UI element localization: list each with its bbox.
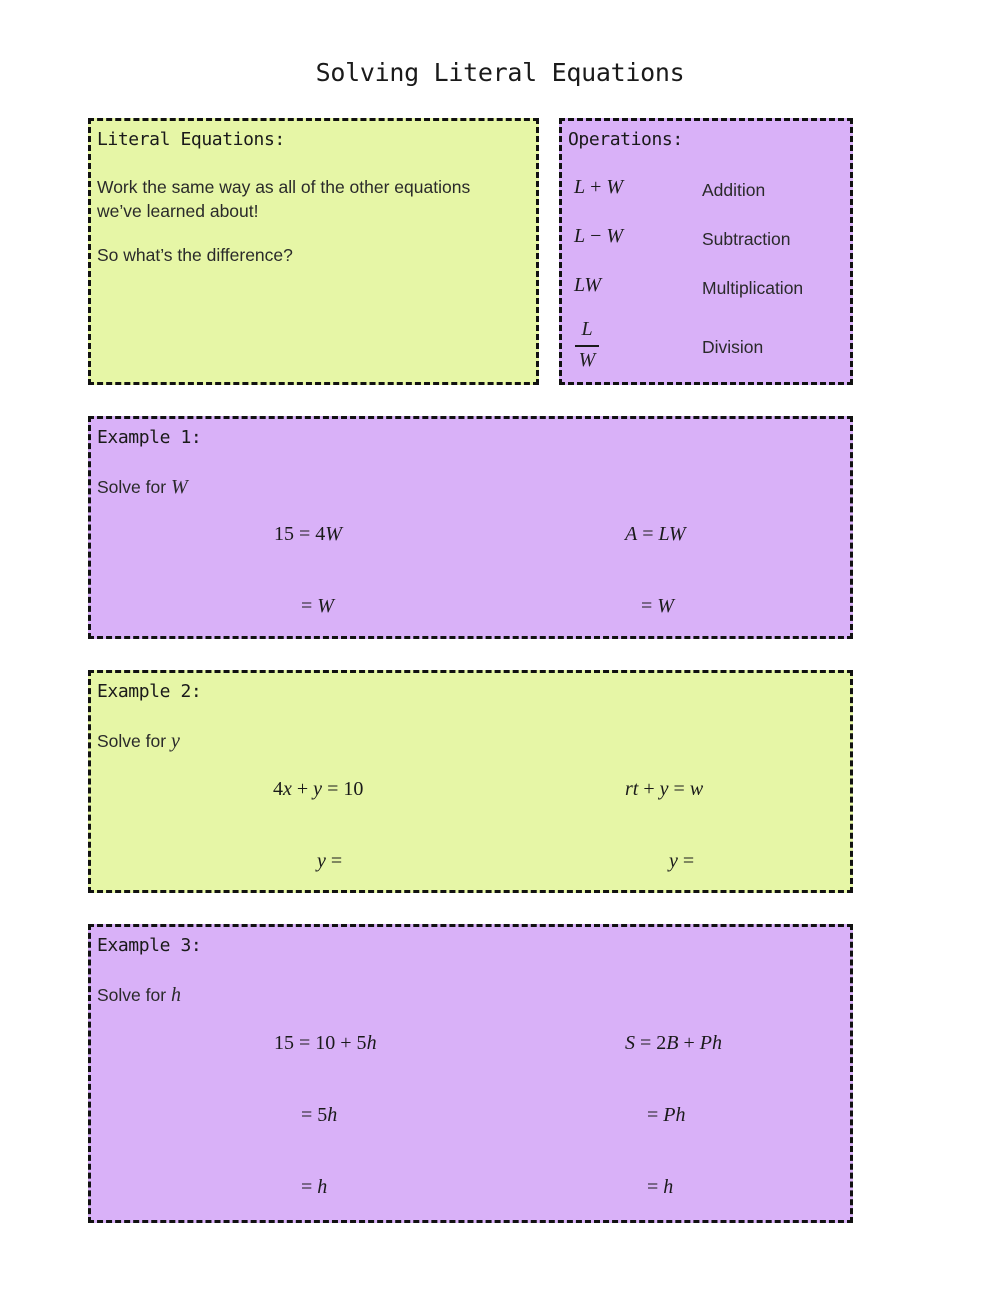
example-3-right-equation: S = 2B + Ph xyxy=(625,1032,722,1054)
example-2-heading: Example 2: xyxy=(97,681,202,702)
division-label: Division xyxy=(702,337,764,357)
addition-expression: L + W xyxy=(574,176,624,198)
example-3-left-step-2: = h xyxy=(301,1176,328,1198)
example-1-right-step-1: = W xyxy=(641,595,674,617)
intro-line-2: we’ve learned about! xyxy=(97,201,259,221)
example-1-left-step-1: = W xyxy=(301,595,334,617)
intro-box xyxy=(88,118,539,385)
example-1-heading: Example 1: xyxy=(97,427,202,448)
example-1-box xyxy=(88,416,853,639)
addition-label: Addition xyxy=(702,180,766,200)
example-3-box xyxy=(88,924,853,1223)
page-title: Solving Literal Equations xyxy=(315,58,685,87)
example-1-left-equation: 15 = 4W xyxy=(274,523,342,545)
example-2-left-step-1: y = xyxy=(317,850,343,872)
operations-box xyxy=(559,118,853,385)
example-3-left-step-1: = 5h xyxy=(301,1104,338,1126)
division-numerator: L xyxy=(581,318,593,340)
subtraction-label: Subtraction xyxy=(702,229,791,249)
example-1-right-equation: A = LW xyxy=(625,523,686,545)
multiplication-label: Multiplication xyxy=(702,278,804,298)
example-3-left-equation: 15 = 10 + 5h xyxy=(274,1032,377,1054)
example-2-box xyxy=(88,670,853,893)
division-fraction-bar xyxy=(575,345,599,347)
intro-heading: Literal Equations: xyxy=(97,129,285,150)
example-3-right-step-2: = h xyxy=(647,1176,674,1198)
subtraction-expression: L − W xyxy=(574,225,624,247)
example-1-instruction: Solve for W xyxy=(97,476,188,498)
example-2-left-equation: 4x + y = 10 xyxy=(273,778,364,800)
multiplication-expression: LW xyxy=(574,274,602,296)
intro-line-3: So what’s the difference? xyxy=(97,245,293,265)
example-3-right-step-1: = Ph xyxy=(647,1104,686,1126)
example-2-instruction: Solve for y xyxy=(97,730,180,752)
example-3-heading: Example 3: xyxy=(97,935,202,956)
intro-line-1: Work the same way as all of the other equations xyxy=(97,177,471,197)
division-denominator: W xyxy=(578,349,596,371)
example-2-right-step-1: y = xyxy=(669,850,695,872)
operations-heading: Operations: xyxy=(568,129,683,150)
example-3-instruction: Solve for h xyxy=(97,984,181,1006)
example-2-right-equation: rt + y = w xyxy=(625,778,704,800)
